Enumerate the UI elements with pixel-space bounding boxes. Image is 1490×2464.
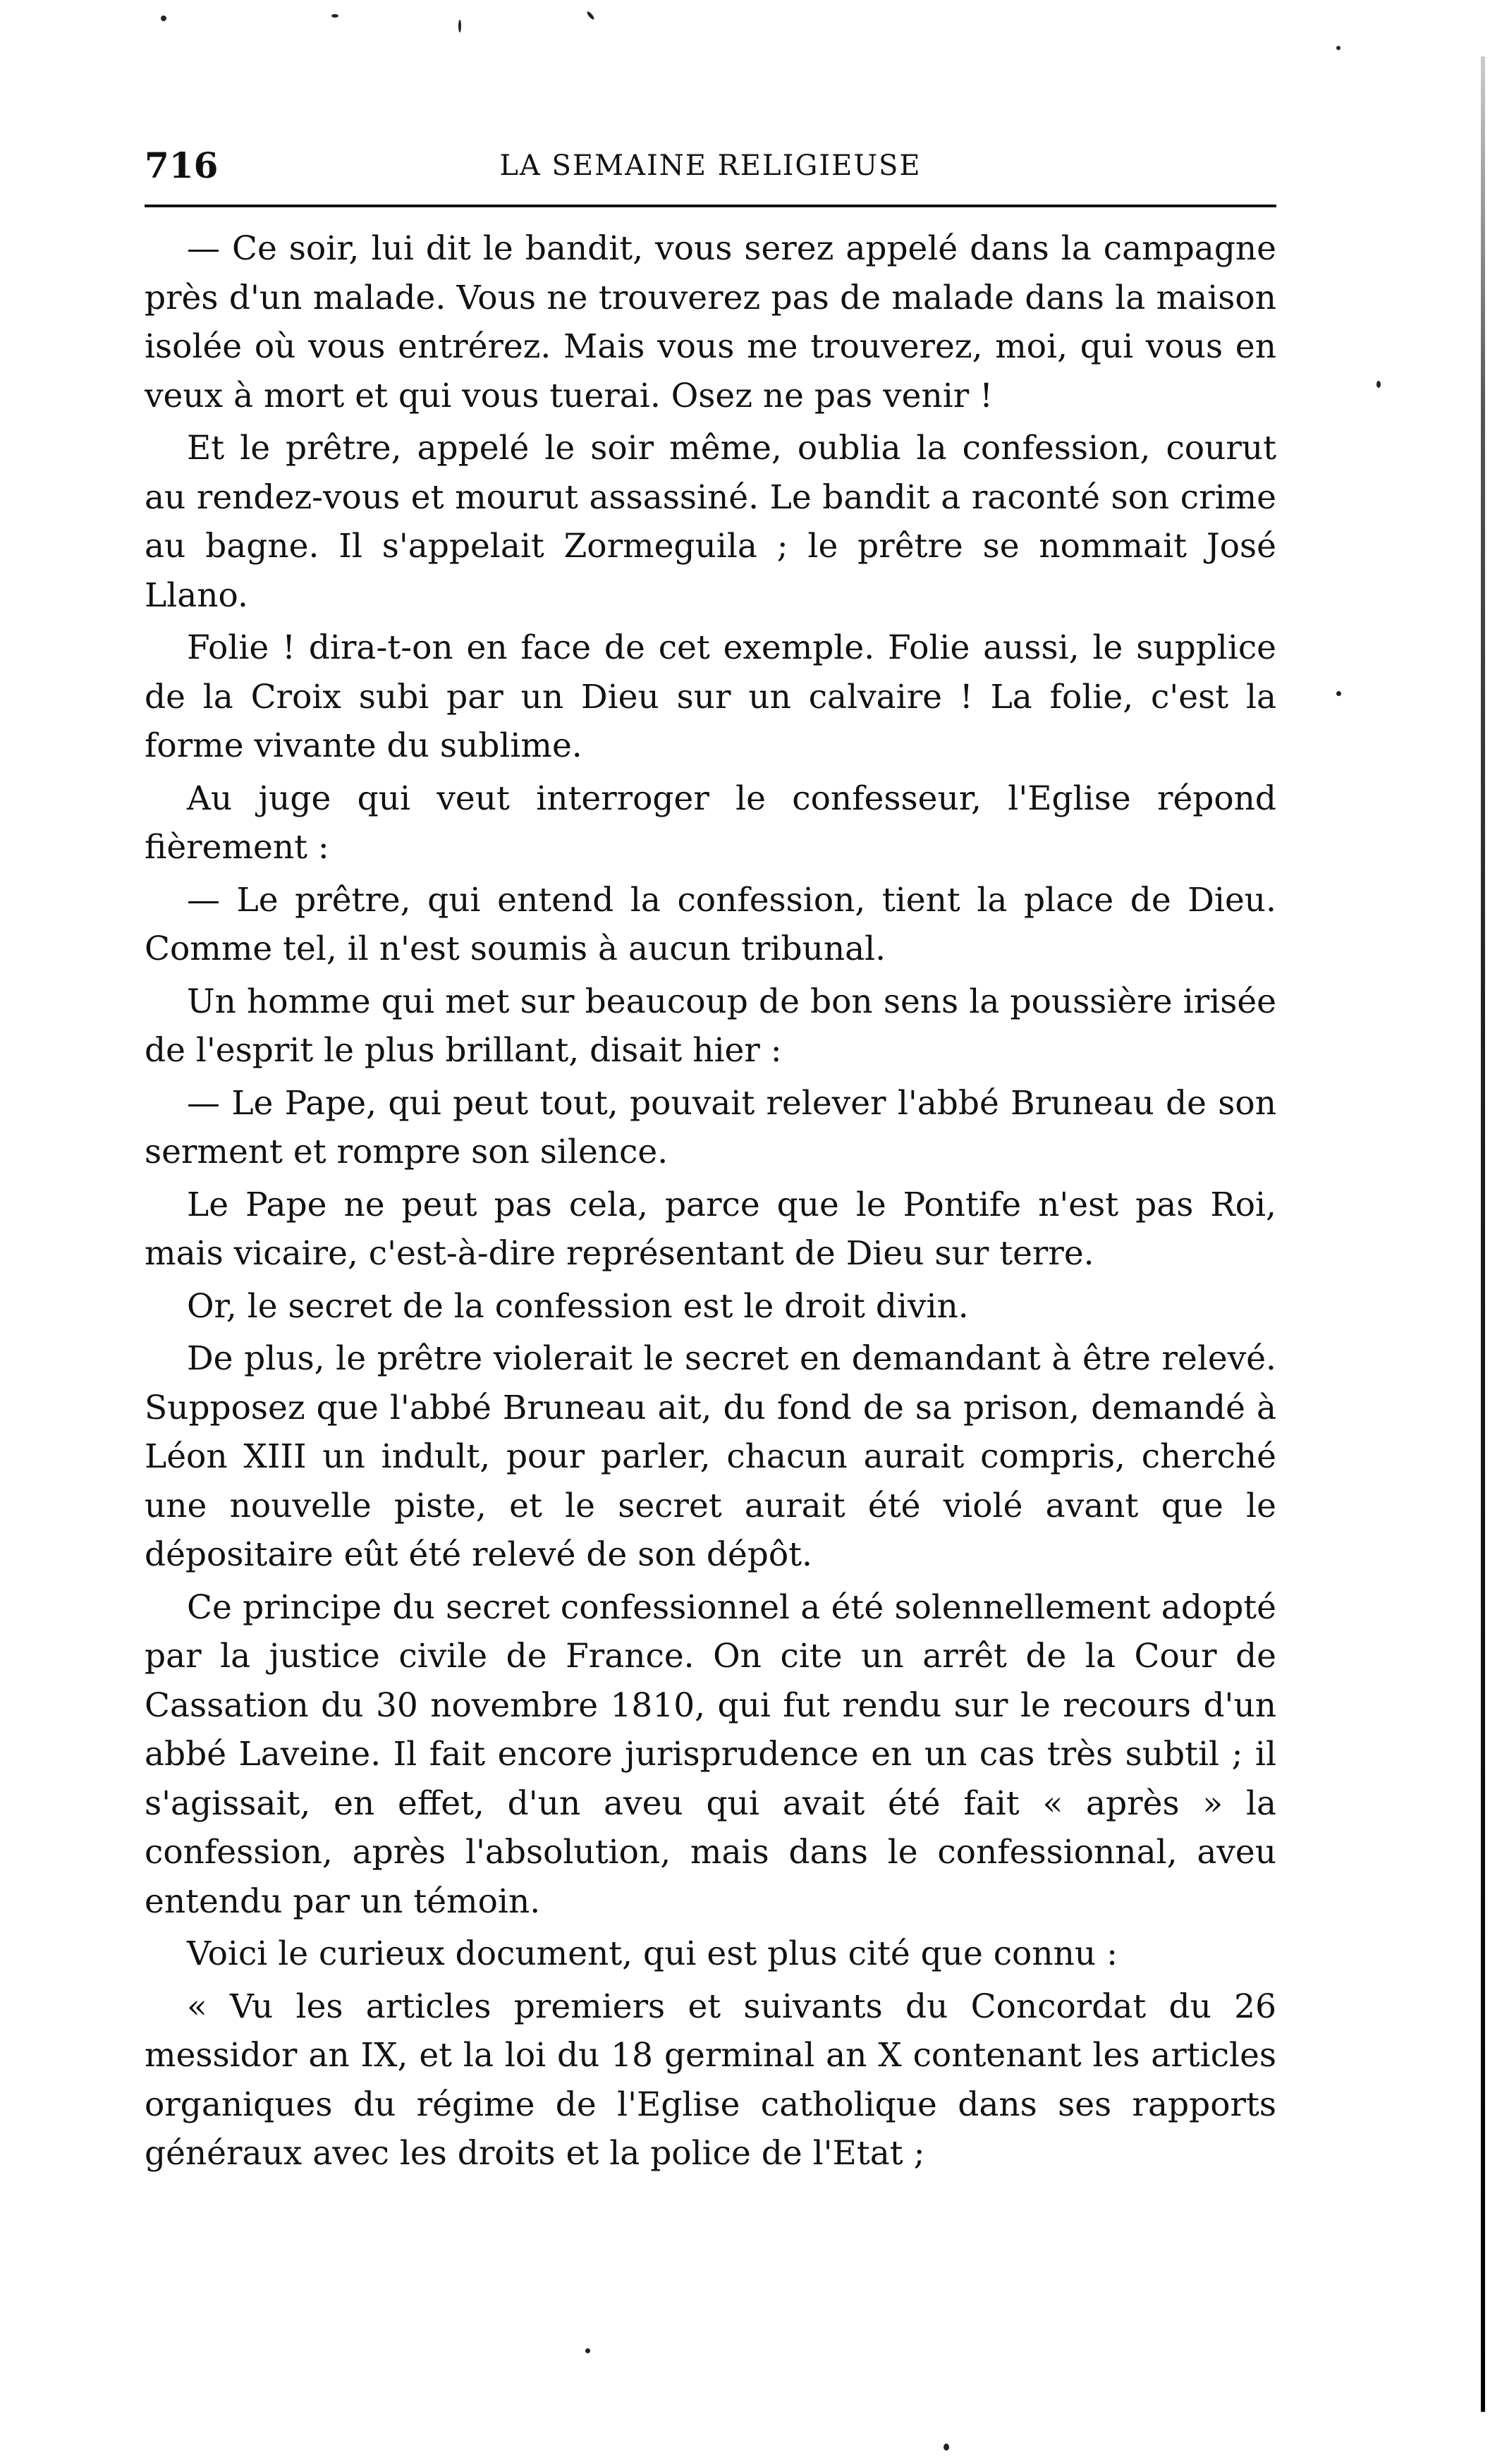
- paragraph: Or, le secret de la confession est le droit divin.: [187, 1286, 969, 1326]
- paragraph: Un homme qui met sur beaucoup de bon sens la poussière irisée de l'esprit le plus brillant, disait hier :: [145, 982, 1276, 1070]
- paragraph: Voici le curieux document, qui est plus cité que connu :: [187, 1934, 1118, 1973]
- scan-edge-shadow: [1481, 56, 1485, 2412]
- paragraph: — Ce soir, lui dit le bandit, vous serez appelé dans la campagne près d'un malade. Vous ne trouverez pas de malade dans la maison isolée où vous entrérez. Mais vous me trouverez, moi, qui vous en veux à mort et qui vous tuerai. Osez ne pas venir !: [145, 229, 1276, 415]
- paragraph: — Le Pape, qui peut tout, pouvait relever l'abbé Bruneau de son serment et rompre son silence.: [145, 1083, 1276, 1171]
- scan-speck: [1336, 691, 1341, 696]
- scan-speck: [331, 14, 338, 18]
- running-title: LA SEMAINE RELIGIEUSE: [499, 150, 922, 182]
- scan-speck: [161, 16, 166, 21]
- paragraph: Le Pape ne peut pas cela, parce que le Pontife n'est pas Roi, mais vicaire, c'est-à-dire représentant de Dieu sur terre.: [145, 1185, 1276, 1273]
- scan-speck: [944, 2444, 949, 2451]
- page-number: 716: [145, 145, 219, 186]
- scan-speck: [586, 11, 595, 20]
- header-rule: [145, 205, 1276, 207]
- paragraph: — Le prêtre, qui entend la confession, tient la place de Dieu. Comme tel, il n'est soumis à aucun tribunal.: [145, 880, 1276, 968]
- paragraph: « Vu les articles premiers et suivants du Concordat du 26 messidor an IX, et la loi du 18 germinal an X contenant les articles organiques du régime de l'Eglise catholique dans ses rapports généraux avec les droits et la police de l'Etat ;: [145, 1987, 1276, 2173]
- scan-speck: [585, 2348, 590, 2353]
- paragraph: Ce principe du secret confessionnel a été solennellement adopté par la justice civile de France. On cite un arrêt de la Cour de Cassation du 30 novembre 1810, qui fut rendu sur le recours d'un abbé Laveine. Il fait encore jurisprudence en un cas très subtil ; il s'agissait, en effet, d'un aveu qui avait été fait « après » la confession, après l'absolution, mais dans le confessionnal, aveu entendu par un témoin.: [145, 1587, 1276, 1921]
- scan-speck: [458, 20, 461, 32]
- scan-speck: [1376, 381, 1381, 388]
- running-head: [145, 141, 1276, 190]
- paragraph: Et le prêtre, appelé le soir même, oublia la confession, courut au rendez-vous et mourut assassiné. Le bandit a raconté son crime au bagne. Il s'appelait Zormeguila ; le prêtre se nommait José Llano.: [145, 429, 1276, 615]
- paragraph: De plus, le prêtre violerait le secret en demandant à être relevé. Supposez que l'abbé Bruneau ait, du fond de sa prison, demandé à Léon XIII un indult, pour parler, chacun aurait compris, cherché une nouvelle piste, et le secret aurait été violé avant que le dépositaire eût été relevé de son dépôt.: [145, 1339, 1276, 1574]
- paragraph: Folie ! dira-t-on en face de cet exemple. Folie aussi, le supplice de la Croix subi par un Dieu sur un calvaire ! La folie, c'est la forme vivante du sublime.: [145, 628, 1276, 765]
- body-text: [145, 224, 1276, 2182]
- paragraph: Au juge qui veut interroger le confesseur, l'Eglise répond fièrement :: [145, 779, 1276, 867]
- scan-speck: [1336, 46, 1341, 50]
